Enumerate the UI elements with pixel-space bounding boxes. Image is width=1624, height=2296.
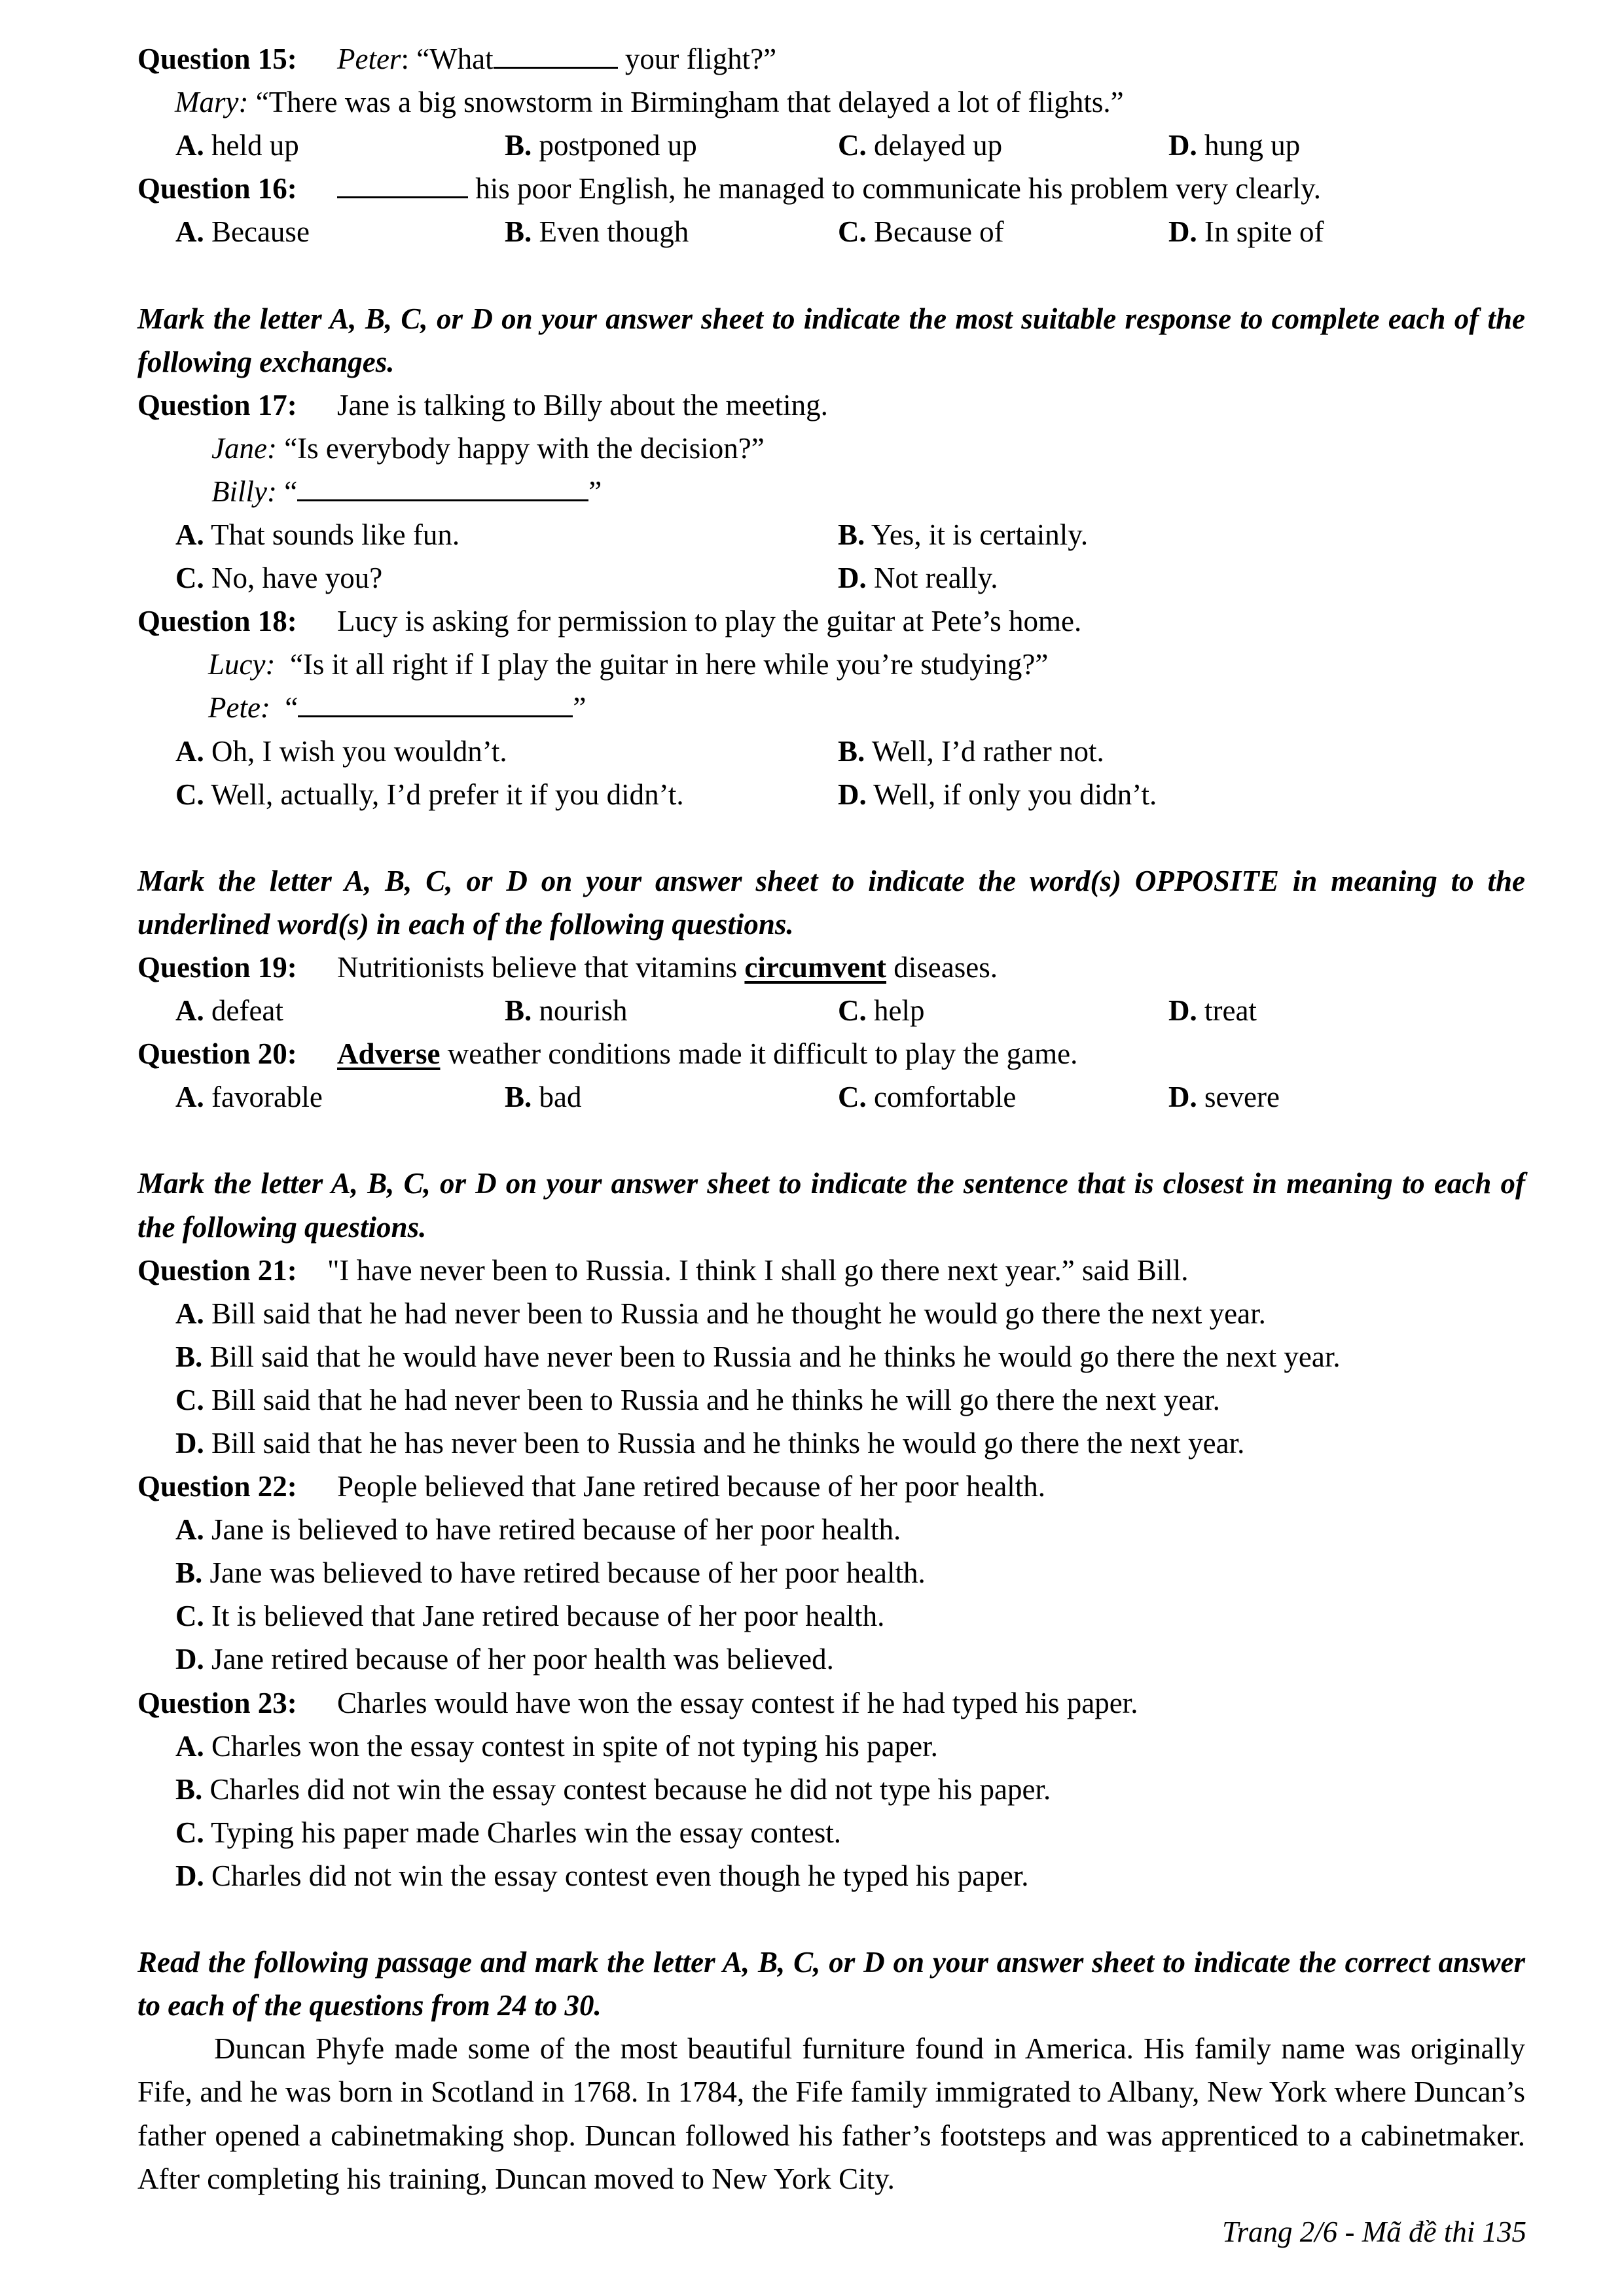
dialogue-line <box>137 81 1525 124</box>
options-row <box>137 210 1525 253</box>
question-label: Question 23: <box>137 1686 297 1719</box>
dialogue-text: “Is it all right if I play the guitar in here while you’re studying?” <box>275 648 1049 681</box>
option-a[interactable]: A. favorable <box>175 1081 323 1114</box>
question-text: People believed that Jane retired because of her poor health. <box>337 1470 1046 1503</box>
question-label: Question 16: <box>137 172 297 206</box>
option-d[interactable]: D. In spite of <box>1168 215 1324 249</box>
question-21 <box>137 1249 1525 1292</box>
option-d[interactable]: D. Bill said that he has never been to Russia and he thinks he would go there the next year. <box>175 1427 1245 1460</box>
dialogue-line <box>137 427 1525 470</box>
options-row <box>137 1075 1525 1119</box>
options-row <box>137 773 1525 816</box>
option-a[interactable]: A. Jane is believed to have retired because of her poor health. <box>175 1513 901 1547</box>
section-instruction-reading: Read the following passage and mark the letter A, B, C, or D on your answer sheet to indicate the correct answer to each of the questions from 24 to 30. <box>137 1946 1525 2022</box>
question-text: diseases. <box>886 950 998 984</box>
speaker-peter: Peter <box>337 43 401 75</box>
question-19 <box>137 946 1525 989</box>
option-c[interactable]: C. It is believed that Jane retired because of her poor health. <box>175 1600 885 1633</box>
option-a[interactable]: A. Oh, I wish you wouldn’t. <box>175 734 507 768</box>
option-a[interactable]: A. defeat <box>175 994 283 1028</box>
question-label: Question 20: <box>137 1037 297 1071</box>
spacer <box>137 1119 1525 1162</box>
speaker-jane: Jane: <box>211 431 277 465</box>
dialogue-text: “There was a big snowstorm in Birmingham that delayed a lot of flights.” <box>248 86 1124 119</box>
question-text: Charles would have won the essay contest if he had typed his paper. <box>337 1686 1138 1719</box>
speaker-billy: Billy: <box>211 475 277 508</box>
question-16 <box>137 167 1525 210</box>
question-text: weather conditions made it difficult to play the game. <box>440 1037 1078 1071</box>
page-footer: Trang 2/6 - Mã đề thi 135 <box>1221 2215 1526 2248</box>
section-instruction-closest: Mark the letter A, B, C, or D on your answer sheet to indicate the sentence that is closest in meaning to each of the following questions. <box>137 1167 1525 1244</box>
option-b[interactable]: B. nourish <box>505 994 628 1028</box>
option-b[interactable]: B. Yes, it is certainly. <box>838 518 1089 552</box>
option-c[interactable]: C. Well, actually, I’d prefer it if you didn’t. <box>175 778 684 811</box>
speaker-pete: Pete: <box>208 691 270 725</box>
speaker-mary: Mary: <box>175 86 249 119</box>
option-c[interactable]: C. help <box>838 994 925 1028</box>
question-23 <box>137 1681 1525 1725</box>
question-label: Question 15: <box>137 43 297 75</box>
option-b[interactable]: B. postponed up <box>505 129 697 162</box>
option-d[interactable]: D. Well, if only you didn’t. <box>838 778 1157 811</box>
question-text: : “What <box>401 43 494 75</box>
option-c[interactable]: C. comfortable <box>838 1081 1017 1114</box>
options-row <box>137 124 1525 167</box>
underlined-word: circumvent <box>744 950 887 984</box>
speaker-lucy: Lucy: <box>208 648 276 681</box>
question-text: his poor English, he managed to communicate his problem very clearly. <box>468 172 1321 206</box>
spacer <box>137 816 1525 859</box>
options-row <box>137 730 1525 773</box>
question-text: Jane is talking to Billy about the meeting. <box>337 388 828 422</box>
exam-page <box>137 37 1525 2200</box>
question-label: Question 21: <box>137 1253 297 1287</box>
dialogue-line <box>137 643 1525 686</box>
reading-passage: Duncan Phyfe made some of the most beautiful furniture found in America. His family name was originally Fife, and he was born in Scotland in 1768. In 1784, the Fife family immigrated to Albany, New York where Duncan’s father opened a cabinetmaking shop. Duncan followed his father’s footsteps and was apprenticed to a cabinetmaker. After completing his training, Duncan moved to New York City. <box>137 2032 1525 2195</box>
question-text: your flight?” <box>617 43 777 75</box>
option-c[interactable]: C. delayed up <box>838 129 1003 162</box>
answer-blank <box>494 42 618 69</box>
question-label: Question 18: <box>137 605 297 638</box>
option-b[interactable]: B. Jane was believed to have retired because of her poor health. <box>175 1556 926 1590</box>
option-b[interactable]: B. Even though <box>505 215 689 249</box>
option-d[interactable]: D. Not really. <box>838 562 998 595</box>
option-c[interactable]: C. Bill said that he had never been to Russia and he thinks he will go there the next year. <box>175 1383 1220 1416</box>
dialogue-line: Pete: “ ” <box>208 691 586 725</box>
spacer <box>137 253 1525 296</box>
option-c[interactable]: C. Typing his paper made Charles win the essay contest. <box>175 1816 842 1849</box>
option-b[interactable]: B. Bill said that he would have never been to Russia and he thinks he would go there the next year. <box>175 1340 1341 1373</box>
answer-blank <box>297 475 588 501</box>
question-17 <box>137 384 1525 427</box>
section-instruction-opposite: Mark the letter A, B, C, or D on your answer sheet to indicate the word(s) OPPOSITE in meaning to the underlined word(s) in each of the following questions. <box>137 864 1525 941</box>
dialogue-line: Billy: “ ” <box>211 475 602 508</box>
answer-blank <box>337 171 468 198</box>
dialogue-text: “Is everybody happy with the decision?” <box>276 431 765 465</box>
question-label: Question 19: <box>137 950 297 984</box>
underlined-word: Adverse <box>337 1037 441 1071</box>
options-row <box>137 989 1525 1032</box>
question-15 <box>137 37 1525 81</box>
option-d[interactable]: D. severe <box>1168 1081 1280 1114</box>
options-row <box>137 556 1525 600</box>
question-text: "I have never been to Russia. I think I shall go there next year.” said Bill. <box>327 1253 1189 1287</box>
option-a[interactable]: A. Because <box>175 215 310 249</box>
question-18 <box>137 600 1525 643</box>
option-d[interactable]: D. treat <box>1168 994 1257 1028</box>
option-c[interactable]: C. Because of <box>838 215 1004 249</box>
question-22 <box>137 1465 1525 1508</box>
question-text: Nutritionists believe that vitamins <box>337 950 745 984</box>
question-20 <box>137 1032 1525 1075</box>
section-instruction-exchanges: Mark the letter A, B, C, or D on your answer sheet to indicate the most suitable response to complete each of the following exchanges. <box>137 302 1525 378</box>
spacer <box>137 1897 1525 1941</box>
option-a[interactable]: A. That sounds like fun. <box>175 518 460 552</box>
question-label: Question 17: <box>137 388 297 422</box>
option-d[interactable]: D. Jane retired because of her poor health was believed. <box>175 1643 834 1676</box>
option-c[interactable]: C. No, have you? <box>175 562 383 595</box>
question-label: Question 22: <box>137 1470 297 1503</box>
option-b[interactable]: B. bad <box>505 1081 582 1114</box>
option-a[interactable]: A. Charles won the essay contest in spite of not typing his paper. <box>175 1729 938 1763</box>
option-d[interactable]: D. hung up <box>1168 129 1301 162</box>
option-d[interactable]: D. Charles did not win the essay contest even though he typed his paper. <box>175 1859 1029 1892</box>
option-a[interactable]: A. Bill said that he had never been to Russia and he thought he would go there the next year. <box>175 1297 1266 1330</box>
option-b[interactable]: B. Well, I’d rather not. <box>838 734 1104 768</box>
option-b[interactable]: B. Charles did not win the essay contest because he did not type his paper. <box>175 1772 1051 1806</box>
question-text: Lucy is asking for permission to play the guitar at Pete’s home. <box>337 605 1082 638</box>
answer-blank <box>298 691 573 717</box>
option-a[interactable]: A. held up <box>175 129 299 162</box>
options-row <box>137 513 1525 556</box>
